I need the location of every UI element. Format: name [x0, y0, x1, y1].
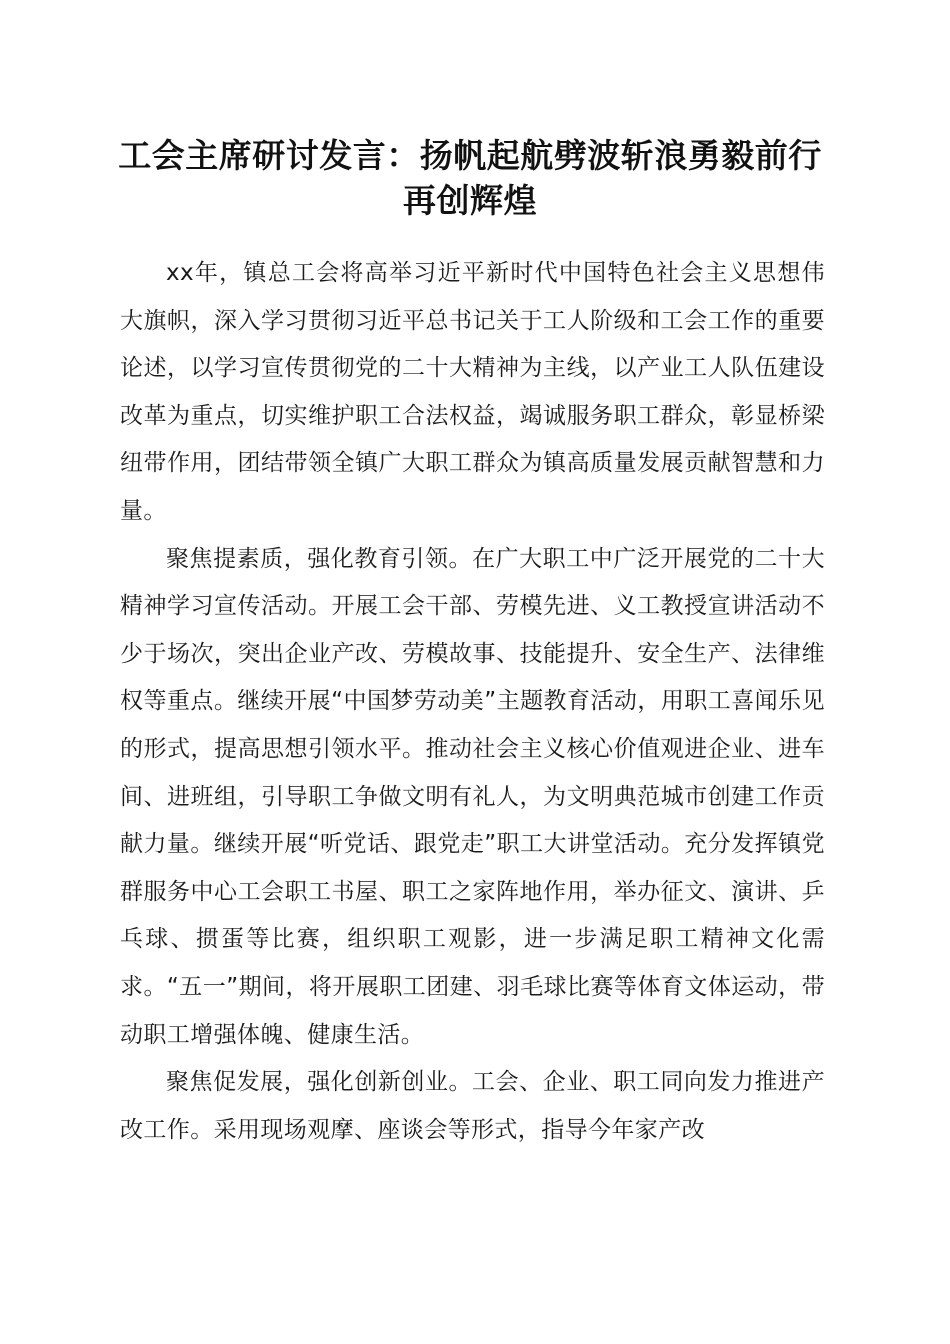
- paragraph-innovation: 聚焦促发展，强化创新创业。工会、企业、职工同向发力推进产改工作。采用现场观摩、座谈会等形式，指导今年家产改: [120, 1069, 825, 1143]
- document-title: 工会主席研讨发言：扬帆起航劈波斩浪勇毅前行再创辉煌: [118, 136, 822, 220]
- paragraph-education: 聚焦提素质，强化教育引领。在广大职工中广泛开展党的二十大精神学习宣传活动。开展工会干部、劳模先进、义工教授宣讲活动不少于场次，突出企业产改、劳模故事、技能提升、安全生产、法律维权等重点。继续开展“中国梦劳动美”主题教育活动，用职工喜闻乐见的形式，提高思想引领水平。推动社会主义核心价值观进企业、进车间、进班组，引导职工争做文明有礼人，为文明典范城市创建工作贡献力量。继续开展“听党话、跟党走”职工大讲堂活动。充分发挥镇党群服务中心工会职工书屋、职工之家阵地作用，举办征文、演讲、乒乓球、掼蛋等比赛，组织职工观影，进一步满足职工精神文化需求。“五一”期间，将开展职工团建、羽毛球比赛等体育文体运动，带动职工增强体魄、健康生活。: [120, 545, 825, 1048]
- paragraph-intro: xx年，镇总工会将高举习近平新时代中国特色社会主义思想伟大旗帜，深入学习贯彻习近平总书记关于工人阶级和工会工作的重要论述，以学习宣传贯彻党的二十大精神为主线，以产业工人队伍建设改革为重点，切实维护职工合法权益，竭诚服务职工群众，彰显桥梁纽带作用，团结带领全镇广大职工群众为镇高质量发展贡献智慧和力量。: [120, 260, 825, 524]
- document-body: [120, 250, 825, 1154]
